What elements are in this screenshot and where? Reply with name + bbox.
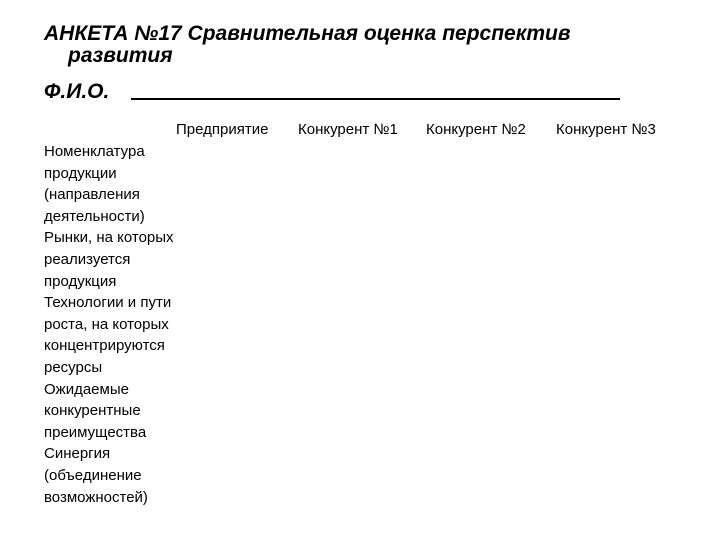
row-label-line: продукция — [44, 272, 117, 290]
column-headers — [0, 120, 720, 142]
fio-label: Ф.И.О. — [44, 80, 110, 103]
row-label-line: (направления — [44, 186, 140, 204]
form-title-line-1: АНКЕТА №17 Сравнительная оценка перспектив — [44, 22, 571, 45]
column-header-competitor-1: Конкурент №1 — [298, 121, 398, 138]
criteria-list — [44, 141, 244, 508]
form-title-line-2: развития — [68, 44, 173, 67]
row-label-line: концентрируются — [44, 337, 165, 355]
row-label-line: ресурсы — [44, 358, 103, 376]
criteria-row-advantages — [44, 379, 244, 444]
row-label-line: преимущества — [44, 423, 147, 441]
row-label-line: Технологии и пути — [44, 294, 172, 312]
row-label-line: (объединение — [44, 466, 142, 484]
criteria-row-synergy — [44, 443, 244, 508]
row-label-line: Номенклатура — [44, 143, 145, 160]
row-label-line: роста, на которых — [44, 315, 169, 333]
row-label-line: Рынки, на которых — [44, 229, 174, 247]
criteria-row-technologies — [44, 292, 244, 378]
row-label-line: продукции — [44, 164, 117, 182]
row-label-line: реализуется — [44, 250, 131, 268]
row-label-line: возможностей) — [44, 488, 148, 506]
fio-underline[interactable] — [131, 98, 620, 100]
row-label-line: Ожидаемые — [44, 380, 129, 398]
column-header-competitor-3: Конкурент №3 — [556, 121, 656, 138]
criteria-row-markets — [44, 227, 244, 292]
column-header-enterprise: Предприятие — [176, 121, 269, 138]
column-header-competitor-2: Конкурент №2 — [426, 121, 526, 138]
row-label-line: Синергия — [44, 445, 111, 463]
row-label-line: конкурентные — [44, 402, 141, 420]
criteria-row-product-range — [44, 141, 244, 227]
row-label-line: деятельности) — [44, 207, 145, 225]
